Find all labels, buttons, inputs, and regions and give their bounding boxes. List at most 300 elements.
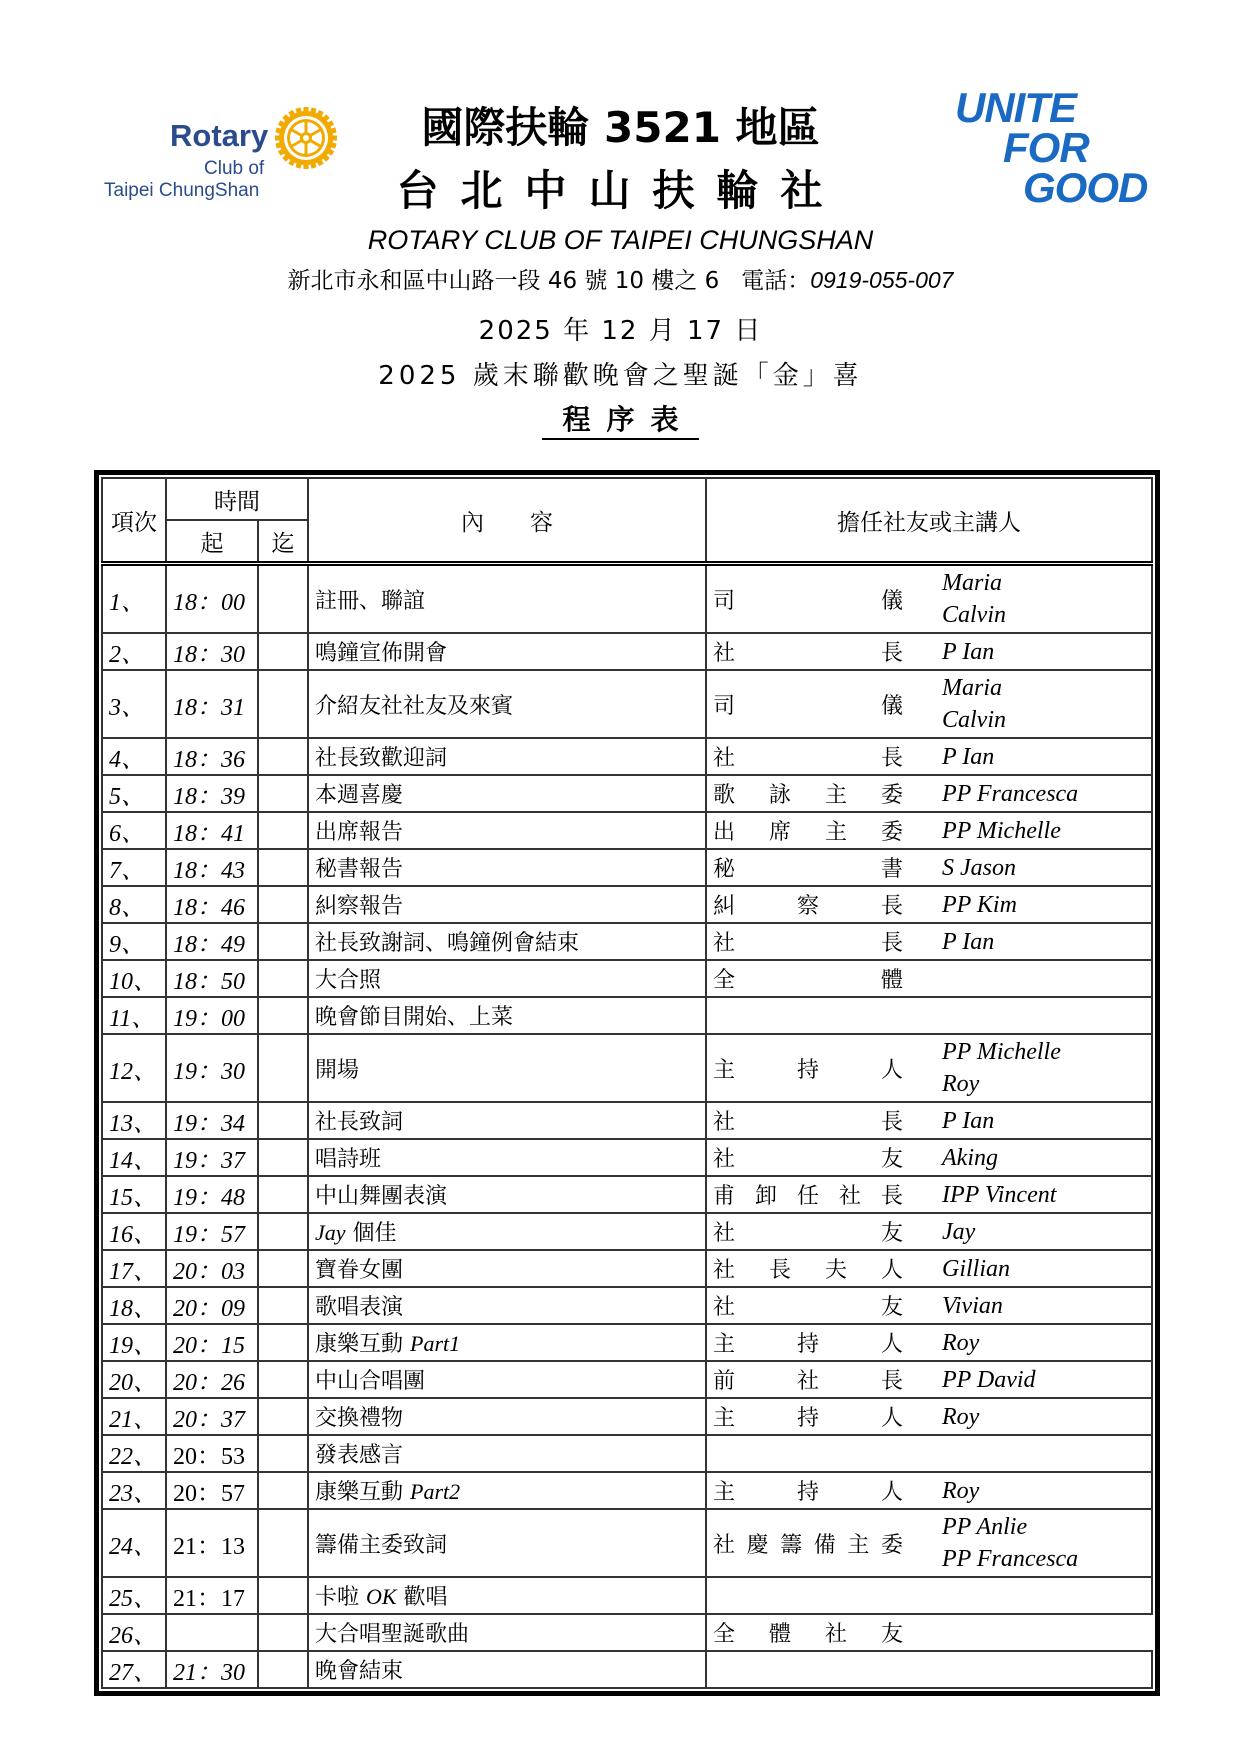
end-time [258,960,308,997]
program-content [308,1614,706,1651]
program-content [308,738,706,775]
role-char: 歌 [713,783,736,808]
program-content [308,1651,706,1688]
role-char: 持 [796,1057,819,1083]
role-char: 持 [796,1406,819,1431]
role-char: 長 [880,1184,903,1209]
table-row [102,1102,1152,1139]
end-time [258,1287,308,1324]
role-title [706,1287,936,1324]
person-name: P Ian [942,638,995,665]
role-title [706,849,936,886]
role-char: 人 [880,1406,903,1431]
content-text-after: 歡唱 [396,1585,448,1610]
item-number: 25、 [102,1577,166,1614]
item-number: 14、 [102,1139,166,1176]
role-char: 社 [713,1258,736,1283]
role-char: 體 [768,1622,791,1647]
item-number: 24、 [102,1509,166,1577]
end-time [258,633,308,670]
start-time: 19：00 [166,997,258,1034]
program-content [308,1102,706,1139]
header-item-no: 項次 [102,478,166,564]
role-chars [713,636,903,667]
district-title: 國際扶輪 3521 地區 [421,103,820,152]
start-time: 18：30 [166,633,258,670]
role-char: 長 [880,931,903,956]
person-names [936,923,1152,960]
item-number: 10、 [102,960,166,997]
end-time [258,1250,308,1287]
role-char: 糾 [713,894,736,919]
item-number: 16、 [102,1213,166,1250]
table-row [102,812,1152,849]
role-char: 司 [713,693,736,719]
content-text: 社長致謝詞、鳴鐘例會結束 [315,931,580,956]
role-title [706,960,936,997]
program-content [308,1577,706,1614]
start-time: 18：39 [166,775,258,812]
start-time: 19：57 [166,1213,258,1250]
item-number: 3、 [102,670,166,738]
table-row [102,849,1152,886]
content-text: 歌唱表演 [315,1295,404,1320]
end-time [258,564,308,634]
role-char: 卸 [754,1184,777,1209]
person-names [936,1250,1152,1287]
role-char: 秘 [713,857,736,882]
role-char: 社 [713,1532,736,1558]
item-number: 15、 [102,1176,166,1213]
content-text: 唱詩班 [315,1147,382,1172]
header-time: 時間 [166,478,308,520]
role-title [706,633,936,670]
role-chars [713,1617,903,1648]
start-time: 20：03 [166,1250,258,1287]
end-time [258,849,308,886]
role-char: 長 [880,641,903,666]
person-names [936,1139,1152,1176]
role-title [706,923,936,960]
item-number: 19、 [102,1324,166,1361]
content-em: Part2 [410,1479,461,1504]
person-name: Calvin [942,602,1006,628]
person-names [936,1034,1152,1102]
person-names [936,849,1152,886]
address: 新北市永和區中山路一段 46 號 10 樓之 6 [287,268,720,294]
table-row [102,1577,1152,1614]
person-names [936,738,1152,775]
role-char: 人 [880,1258,903,1283]
role-char: 委 [880,1532,903,1558]
content-text: 社長致歡迎詞 [315,746,448,771]
program-content [308,886,706,923]
content-text: 晚會節目開始、上菜 [315,1005,514,1030]
item-number: 8、 [102,886,166,923]
item-number: 2、 [102,633,166,670]
end-time [258,775,308,812]
person-name: PP Anlie [942,1514,1028,1540]
person-name: Vivian [942,1292,1003,1319]
item-number: 9、 [102,923,166,960]
table-row [102,564,1152,634]
role-title [706,738,936,775]
start-time: 18：49 [166,923,258,960]
role-chars [713,778,903,809]
program-table [94,470,1160,1696]
role-char: 儀 [880,693,903,719]
table-row [102,1034,1152,1102]
end-time [258,1472,308,1509]
role-title [706,1324,936,1361]
end-time [258,738,308,775]
person-name: Maria [942,570,1002,596]
role-char: 委 [880,783,903,808]
role-char: 持 [796,1480,819,1505]
content-text: 晚會結束 [315,1659,404,1684]
role-char: 甫 [713,1184,736,1209]
role-title [706,1577,936,1614]
role-char: 席 [768,820,791,845]
table-row [102,1651,1152,1688]
role-chars [713,852,903,883]
role-char: 社 [796,1369,819,1394]
role-chars [713,584,903,615]
content-em: OK [366,1584,397,1609]
role-char: 前 [713,1369,736,1394]
role-title [706,1034,936,1102]
table-row [102,1472,1152,1509]
role-char: 社 [824,1622,847,1647]
program-content [308,923,706,960]
start-time: 18：41 [166,812,258,849]
role-chars [713,926,903,957]
role-char: 社 [713,1147,736,1172]
program-content [308,1213,706,1250]
person-name: PP Michelle [942,817,1061,844]
start-time: 18：50 [166,960,258,997]
end-time [258,1034,308,1102]
start-time: 18：36 [166,738,258,775]
person-name: PP David [942,1366,1036,1393]
role-chars [713,889,903,920]
item-number: 11、 [102,997,166,1034]
club-title: 台北中山扶輪社 [396,166,845,215]
event-date: 2025 年 12 月 17 日 [478,316,763,346]
person-name: Gillian [942,1255,1011,1282]
start-time: 19：34 [166,1102,258,1139]
start-time: 19：48 [166,1176,258,1213]
program-content [308,1250,706,1287]
header-start: 起 [166,520,258,564]
person-names [936,1651,1152,1688]
role-title [706,1139,936,1176]
end-time [258,923,308,960]
phone-number: 0919-055-007 [810,267,954,293]
table-row [102,1250,1152,1287]
role-char: 出 [713,820,736,845]
table-row [102,1287,1152,1324]
content-text: 康樂互動 [315,1480,410,1505]
program-content [308,633,706,670]
role-char: 備 [813,1532,836,1558]
program-content [308,1435,706,1472]
item-number: 21、 [102,1398,166,1435]
program-content [308,960,706,997]
role-char: 社 [713,1221,736,1246]
content-em: Jay [315,1220,346,1245]
role-chars [713,1475,903,1506]
table-row [102,775,1152,812]
header-end: 迄 [258,520,308,564]
role-chars [713,1105,903,1136]
person-names [936,997,1152,1034]
program-content [308,1361,706,1398]
person-name: Roy [942,1071,980,1097]
person-names [936,1398,1152,1435]
role-title [706,1509,936,1577]
role-title [706,1250,936,1287]
table-row [102,1614,1152,1651]
role-chars [713,1253,903,1284]
role-char: 社 [713,1110,736,1135]
role-title [706,1213,936,1250]
role-char: 長 [880,1369,903,1394]
person-name: Aking [942,1144,998,1171]
role-char: 全 [713,1622,736,1647]
role-char: 社 [713,641,736,666]
role-char: 主 [713,1057,736,1083]
person-names [936,775,1152,812]
role-char: 友 [880,1147,903,1172]
program-content [308,670,706,738]
role-title [706,1472,936,1509]
content-text: 寶眷女團 [315,1258,404,1283]
program-content [308,1398,706,1435]
role-title [706,997,936,1034]
end-time [258,1361,308,1398]
person-name: P Ian [942,928,995,955]
role-char: 主 [847,1532,870,1558]
person-name: S Jason [942,854,1016,881]
role-chars [713,1142,903,1173]
person-name: Roy [942,1329,980,1356]
logo-club-name: Taipei ChungShan [104,180,260,201]
person-names [936,1324,1152,1361]
person-name: PP Francesca [942,1546,1079,1572]
person-name: Roy [942,1403,980,1430]
item-number: 18、 [102,1287,166,1324]
person-names [936,1213,1152,1250]
role-char: 書 [880,857,903,882]
document-title [0,398,1241,438]
logo-club-of: Club of [204,158,265,179]
role-char: 主 [824,783,847,808]
end-time [258,1614,308,1651]
content-em: Part1 [410,1331,461,1356]
end-time [258,1398,308,1435]
start-time: 20：57 [166,1472,258,1509]
person-names [936,960,1152,997]
item-number: 12、 [102,1034,166,1102]
item-number: 17、 [102,1250,166,1287]
role-char: 社 [713,1295,736,1320]
content-text: 開場 [315,1057,360,1083]
table-row [102,738,1152,775]
role-char: 社 [713,746,736,771]
content-text: 出席報告 [315,820,404,845]
role-char: 任 [796,1184,819,1209]
person-name: P Ian [942,1107,995,1134]
role-chars [713,1179,903,1210]
logo-for: FOR [1003,124,1089,171]
role-title [706,1361,936,1398]
content-text: 糾察報告 [315,894,404,919]
program-content [308,1176,706,1213]
logo-brand-text: Rotary [170,118,269,153]
role-char: 人 [880,1057,903,1083]
person-names [936,886,1152,923]
role-chars [713,1364,903,1395]
role-chars [713,963,903,994]
role-title [706,812,936,849]
person-names [936,1176,1152,1213]
role-char: 主 [824,820,847,845]
program-content [308,564,706,634]
start-time: 20：26 [166,1361,258,1398]
item-number: 20、 [102,1361,166,1398]
table-row [102,1176,1152,1213]
end-time [258,1324,308,1361]
program-content [308,1324,706,1361]
table-row [102,960,1152,997]
end-time [258,1139,308,1176]
end-time [258,670,308,738]
role-char: 司 [713,588,736,614]
role-title [706,564,936,634]
role-char: 主 [713,1332,736,1357]
start-time: 20：15 [166,1324,258,1361]
header-content: 內 容 [308,478,706,564]
person-names [936,1509,1152,1577]
content-text: 大合照 [315,968,382,993]
content-text: 介紹友社社友及來賓 [315,693,514,719]
content-text: 社長致詞 [315,1110,404,1135]
end-time [258,1509,308,1577]
person-names [936,1287,1152,1324]
table-row [102,670,1152,738]
person-names [936,564,1152,634]
program-content [308,1472,706,1509]
role-char: 委 [880,820,903,845]
item-number: 13、 [102,1102,166,1139]
item-number: 1、 [102,564,166,634]
program-content [308,1287,706,1324]
program-content [308,1509,706,1577]
content-text: 註冊、聯誼 [315,588,426,614]
address-line [0,262,1241,295]
program-content [308,997,706,1034]
role-chars [713,1290,903,1321]
person-names [936,1472,1152,1509]
content-text: 交換禮物 [315,1406,404,1431]
role-char: 友 [880,1295,903,1320]
role-title [706,886,936,923]
table-row [102,1509,1152,1577]
item-number: 27、 [102,1651,166,1688]
role-char: 籌 [780,1532,803,1558]
role-char: 儀 [880,588,903,614]
role-char: 察 [796,894,819,919]
role-char: 慶 [746,1532,769,1558]
table-row [102,886,1152,923]
role-chars [713,1401,903,1432]
header-person: 擔任社友或主講人 [706,478,1152,564]
club-english-name: ROTARY CLUB OF TAIPEI CHUNGSHAN [367,225,874,255]
role-title [706,1651,936,1688]
content-text: 本週喜慶 [315,783,404,808]
start-time: 20：09 [166,1287,258,1324]
person-name: P Ian [942,743,995,770]
start-time: 19：37 [166,1139,258,1176]
person-name: Roy [942,1477,980,1504]
table-row [102,1435,1152,1472]
person-names [936,1102,1152,1139]
role-title [706,1176,936,1213]
content-text: 康樂互動 [315,1332,410,1357]
person-name: Calvin [942,707,1006,733]
start-time [166,1614,258,1651]
role-chars [713,741,903,772]
role-char: 社 [838,1184,861,1209]
role-char: 詠 [768,783,791,808]
role-char: 主 [713,1480,736,1505]
role-chars [713,815,903,846]
table-row [102,1213,1152,1250]
table-row [102,1324,1152,1361]
person-names [936,812,1152,849]
role-chars [713,1053,903,1084]
role-char: 人 [880,1480,903,1505]
table-row [102,997,1152,1034]
role-char: 主 [713,1406,736,1431]
person-names [936,633,1152,670]
end-time [258,1435,308,1472]
end-time [258,1651,308,1688]
content-text: 大合唱聖誕歌曲 [315,1622,470,1647]
person-name: PP Francesca [942,780,1079,807]
item-number: 7、 [102,849,166,886]
program-content [308,1034,706,1102]
table-row [102,1361,1152,1398]
start-time: 20：37 [166,1398,258,1435]
role-char: 社 [713,931,736,956]
person-name: PP Kim [942,891,1017,918]
person-names [936,1361,1152,1398]
item-number: 26、 [102,1614,166,1651]
start-time: 18：31 [166,670,258,738]
role-char: 友 [880,1622,903,1647]
role-chars [713,1327,903,1358]
phone-label: 電話： [741,268,811,294]
end-time [258,812,308,849]
item-number: 23、 [102,1472,166,1509]
start-time: 21：30 [166,1651,258,1688]
logo-unite: UNITE [955,84,1076,131]
content-text: 籌備主委致詞 [315,1532,448,1558]
event-name: 2025 歲末聯歡晚會之聖誕「金」喜 [378,361,863,391]
content-text: 中山合唱團 [315,1369,426,1394]
